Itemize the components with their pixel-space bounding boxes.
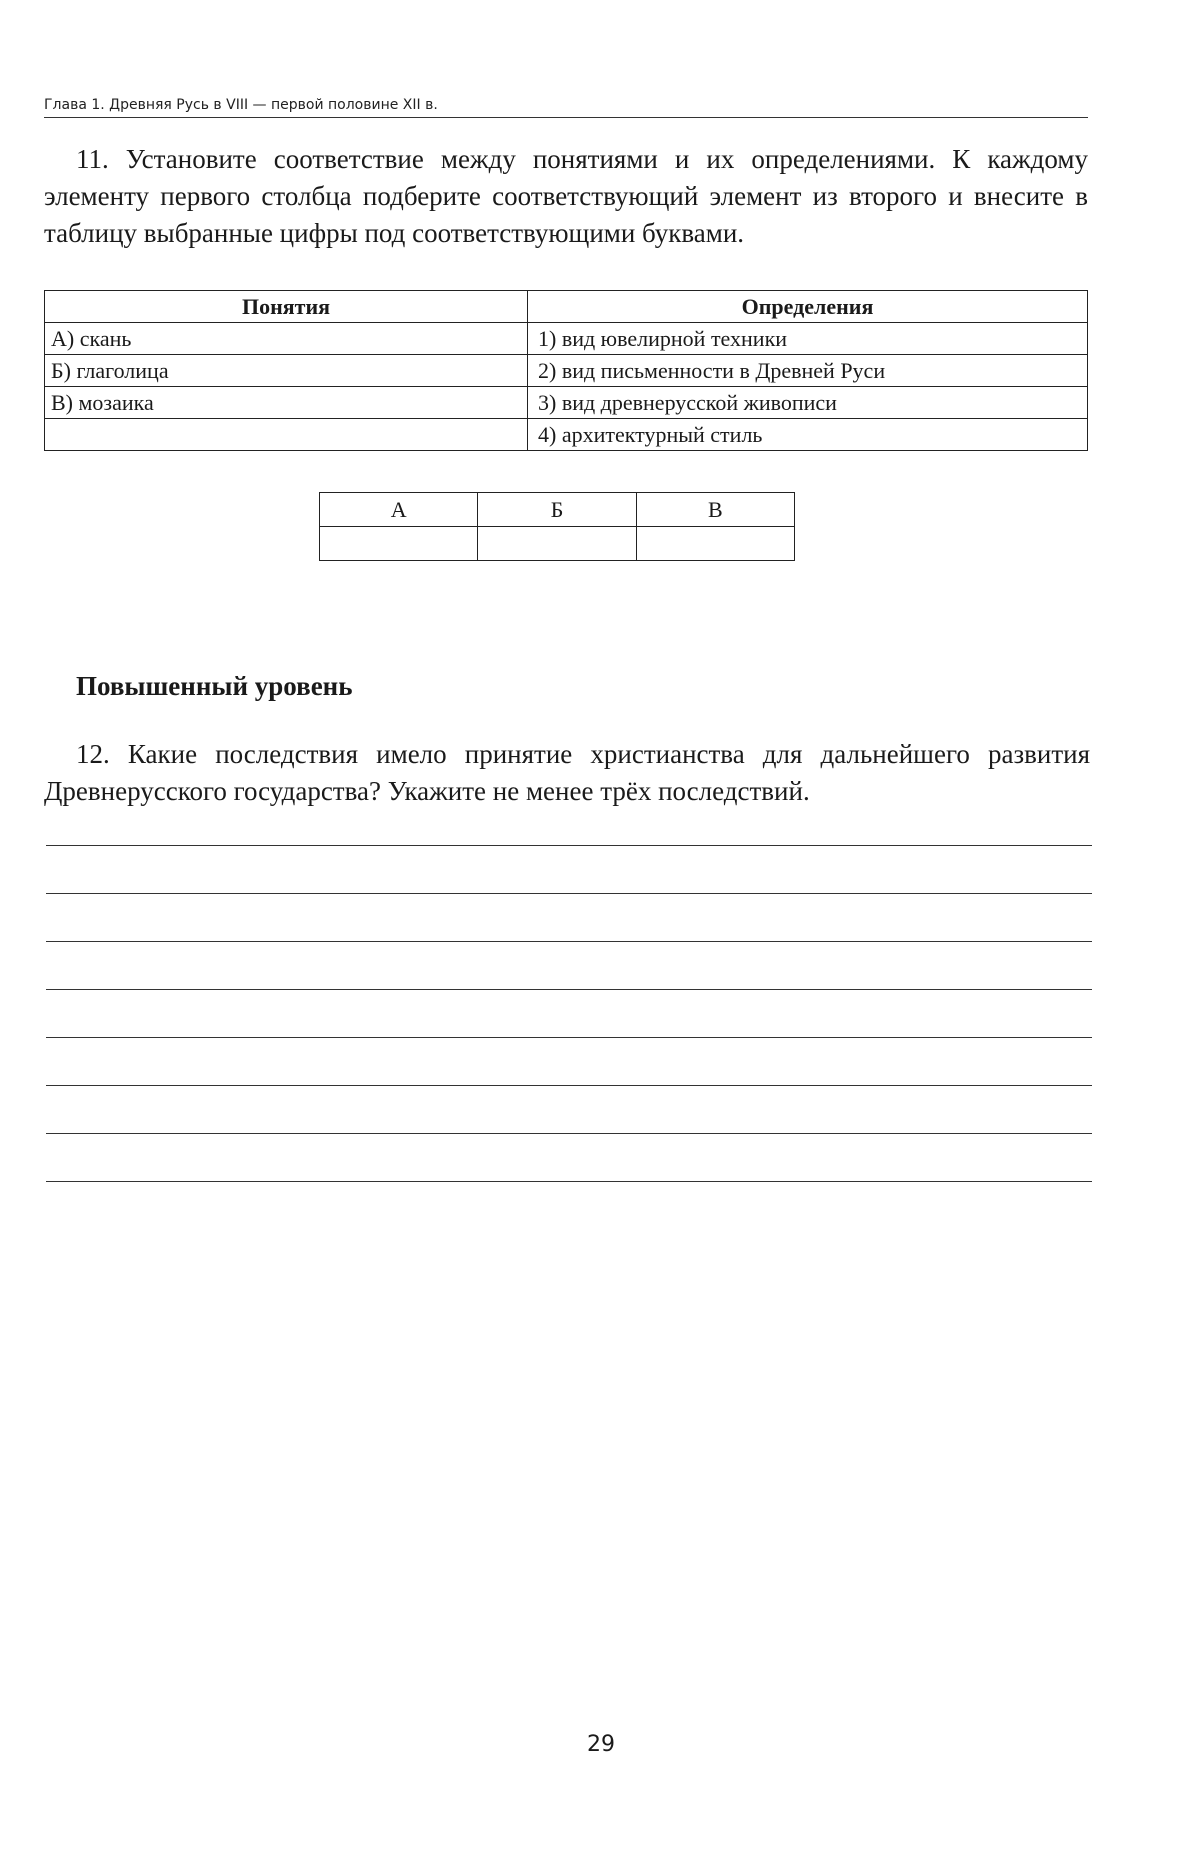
answer-letter: Б (478, 493, 636, 527)
concepts-header: Понятия (45, 291, 528, 323)
answer-cell[interactable] (320, 527, 478, 561)
table-row (45, 419, 1088, 451)
answer-letters-row (320, 493, 795, 527)
answer-cell[interactable] (636, 527, 794, 561)
answer-cells-row (320, 527, 795, 561)
answer-line[interactable] (46, 1181, 1092, 1183)
answer-lines (46, 845, 1092, 1229)
definition-cell: 1) вид ювелирной техники (528, 323, 1088, 355)
matching-table (44, 290, 1088, 451)
answer-line[interactable] (46, 893, 1092, 895)
definition-cell: 3) вид древнерусской живописи (528, 387, 1088, 419)
definition-cell: 2) вид письменности в Древней Руси (528, 355, 1088, 387)
task-11 (44, 141, 1088, 252)
table-row (45, 323, 1088, 355)
page-number: 29 (587, 1732, 615, 1757)
answer-line[interactable] (46, 941, 1092, 943)
concept-cell: В) мозаика (45, 387, 528, 419)
advanced-level-title: Повышенный уровень (76, 671, 353, 701)
table-row (45, 355, 1088, 387)
answer-line[interactable] (46, 1133, 1092, 1135)
answer-table (319, 492, 795, 561)
task-12 (44, 736, 1090, 810)
definitions-header: Определения (528, 291, 1088, 323)
answer-line[interactable] (46, 845, 1092, 847)
running-head: Глава 1. Древняя Русь в VIII — первой половине XII в. (44, 96, 1088, 118)
concept-cell: Б) глаголица (45, 355, 528, 387)
answer-line[interactable] (46, 989, 1092, 991)
definition-cell: 4) архитектурный стиль (528, 419, 1088, 451)
answer-letter: В (636, 493, 794, 527)
answer-line[interactable] (46, 1037, 1092, 1039)
concept-cell (45, 419, 528, 451)
answer-line[interactable] (46, 1085, 1092, 1087)
answer-cell[interactable] (478, 527, 636, 561)
task-11-text: 11. Установите соответствие между понятиями и их определениями. К каждому элементу первого столбца подберите соответствующий элемент из второго и внесите в таблицу выбранные цифры под соответствующими буквами. (44, 144, 1088, 248)
task-12-text: 12. Какие последствия имело принятие христианства для дальнейшего развития Древнерусского государства? Укажите не менее трёх последствий. (44, 739, 1090, 806)
table-row (45, 387, 1088, 419)
answer-letter: А (320, 493, 478, 527)
concept-cell: А) скань (45, 323, 528, 355)
matching-table-header (45, 291, 1088, 323)
